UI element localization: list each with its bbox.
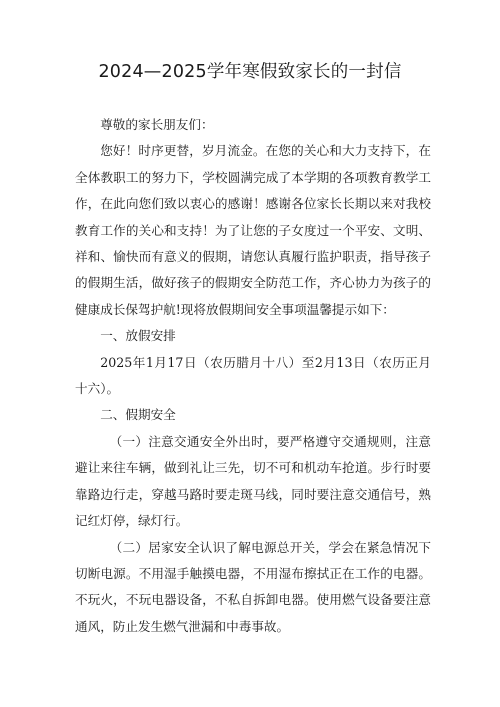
holiday-dates-paragraph: 2025年1月17日（农历腊月十八）至2月13日（农历正月十六）。: [75, 354, 431, 397]
section-heading-safety: 二、假期安全: [100, 407, 176, 423]
greeting: 尊敬的家长朋友们：: [100, 117, 214, 132]
letter-body: [75, 112, 431, 640]
section-heading-holiday: 一、放假安排: [100, 328, 176, 344]
traffic-safety-paragraph: （一）注意交通安全外出时，要严格遵守交通规则，注意避让来往车辆，做到礼让三先，切不可和机动车抢道。步行时要靠路边行走，穿越马路时要走斑马线，同时要注意交通信号，熟记红灯停，绿灯行。: [75, 433, 431, 529]
home-safety-paragraph: （二）居家安全认识了解电源总开关，学会在紧急情况下切断电源。不用湿手触摸电器，不用湿布擦拭正在工作的电器。不玩火，不玩电器设备，不私自拆卸电器。使用燃气设备要注意通风，防止发生燃气泄漏和中毒事故。: [75, 539, 431, 634]
intro-paragraph: 您好！时序更替，岁月流金。在您的关心和大力支持下，在全体教职工的努力下，学校圆满完成了本学期的各项教育教学工作，在此向您们致以衷心的感谢！感谢各位家长长期以来对我校教育工作的关心和支持！为了让您的子女度过一个平安、文明、祥和、愉快而有意义的假期，请您认真履行监护职责，指导孩子的假期生活，做好孩子的假期安全防范工作，齐心协力为孩子的健康成长保驾护航!现将放假期间安全事项温馨提示如下：: [75, 143, 431, 317]
letter-title: 2024—2025学年寒假致家长的一封信: [98, 62, 402, 82]
